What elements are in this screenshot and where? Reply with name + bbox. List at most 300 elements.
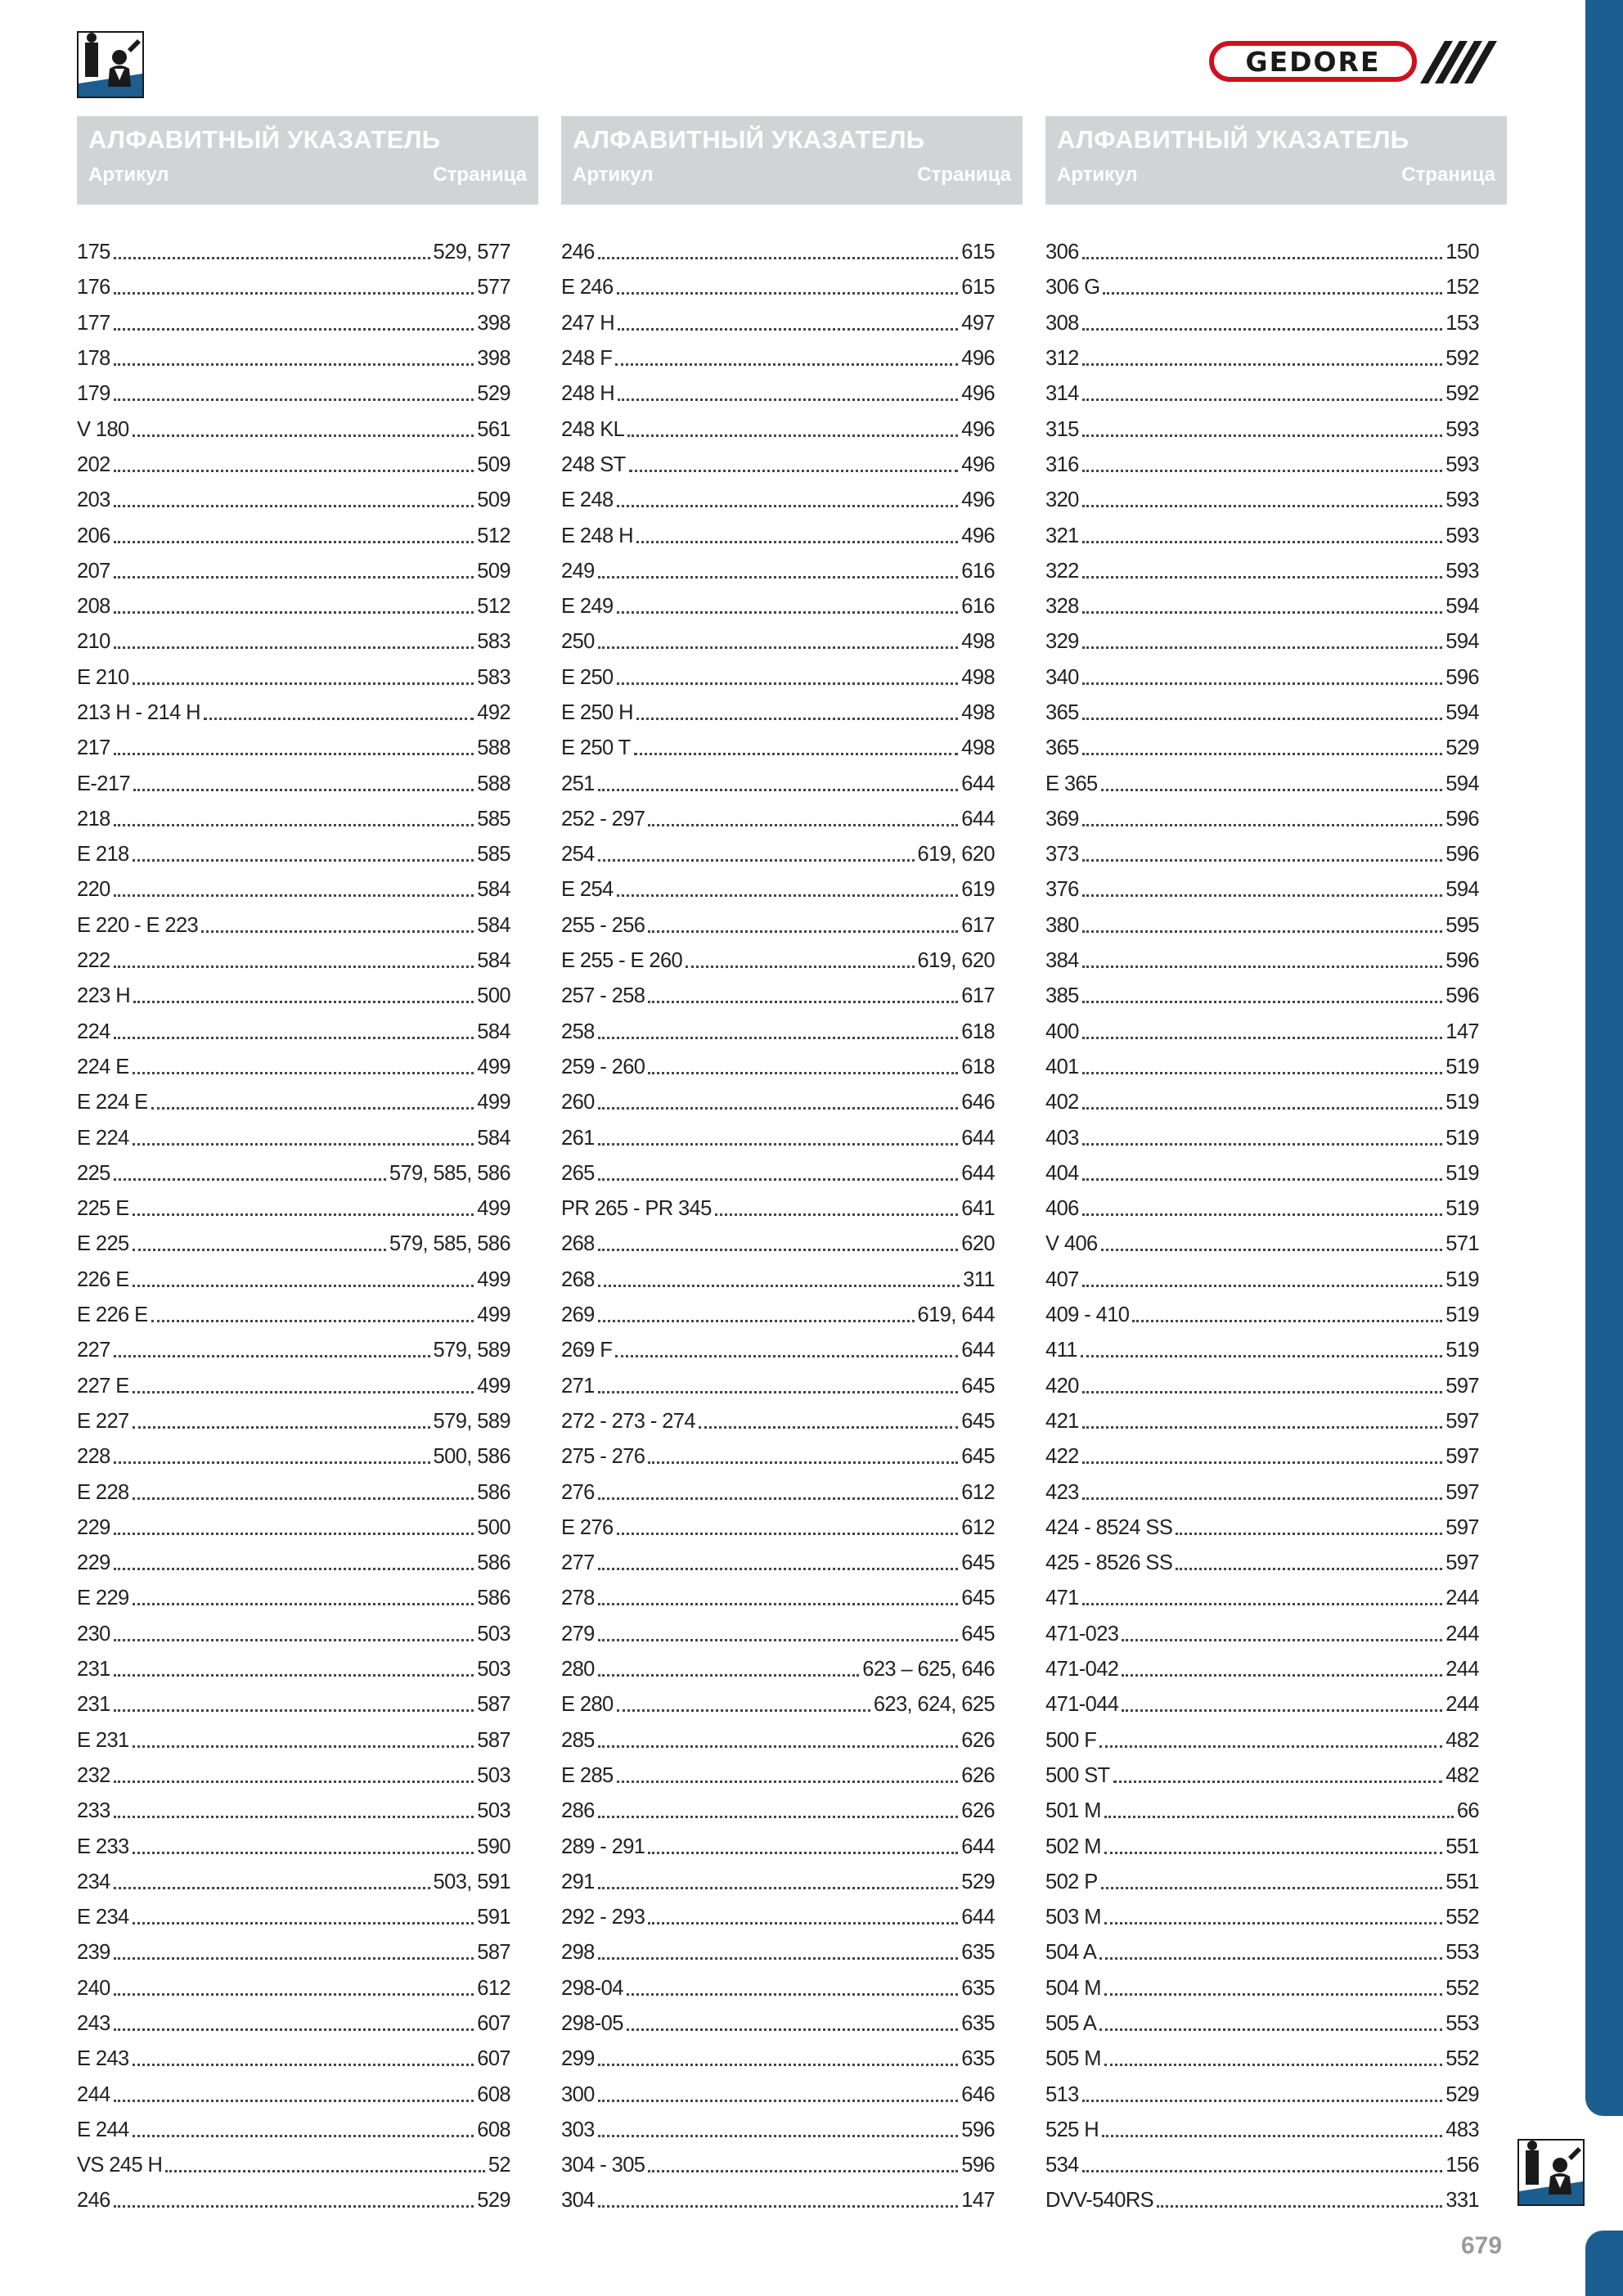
article-number: 384 xyxy=(1045,949,1079,973)
article-number: 176 xyxy=(77,276,110,299)
article-number: E 250 H xyxy=(561,701,633,724)
page-reference: 645 xyxy=(961,1374,995,1398)
dot-leader xyxy=(165,2170,484,2172)
page-reference: 499 xyxy=(477,1303,510,1327)
index-row xyxy=(1045,448,1479,483)
article-number: 269 xyxy=(561,1303,595,1327)
index-row xyxy=(561,554,995,589)
index-row xyxy=(77,1865,510,1900)
page-reference: 561 xyxy=(477,417,510,441)
gedore-logo-text: GEDORE xyxy=(1245,45,1381,78)
article-number: 234 xyxy=(77,1870,110,1893)
page-reference: 594 xyxy=(1445,701,1479,724)
page-reference: 612 xyxy=(477,1976,510,2000)
index-row xyxy=(77,1474,510,1510)
page-reference: 552 xyxy=(1445,1976,1479,2000)
dot-leader xyxy=(627,2028,958,2031)
dot-leader xyxy=(1082,470,1443,472)
dot-leader xyxy=(617,894,959,897)
dot-leader xyxy=(598,789,959,791)
article-number: 244 xyxy=(77,2082,110,2106)
dot-leader xyxy=(114,646,474,649)
article-number: 369 xyxy=(1045,807,1079,831)
column-subheader xyxy=(573,164,1011,187)
sidebar-tab xyxy=(1585,0,1623,2116)
index-row xyxy=(561,908,995,943)
index-row xyxy=(1045,872,1479,907)
dot-leader xyxy=(648,2170,958,2172)
index-row xyxy=(561,376,995,412)
page-reference: 584 xyxy=(477,1126,510,1150)
dot-leader xyxy=(617,505,959,507)
article-number: 501 M xyxy=(1045,1799,1101,1823)
dot-leader xyxy=(1082,718,1443,720)
article-number: 424 - 8524 SS xyxy=(1045,1515,1173,1539)
index-row xyxy=(1045,2042,1479,2077)
dot-leader xyxy=(1103,292,1442,295)
dot-leader xyxy=(1082,1426,1443,1429)
article-number: 258 xyxy=(561,1020,595,1043)
page-reference: 503 xyxy=(477,1799,510,1823)
dot-leader xyxy=(1082,1213,1443,1216)
index-row xyxy=(77,1510,510,1546)
article-number: 316 xyxy=(1045,452,1079,476)
article-number: 275 - 276 xyxy=(561,1445,645,1469)
page-reference: 584 xyxy=(477,1020,510,1043)
page-reference: 519 xyxy=(1445,1197,1479,1221)
dot-leader xyxy=(1082,1391,1443,1393)
dot-leader xyxy=(1101,1887,1443,1889)
index-row xyxy=(77,1617,510,1652)
page-reference: 616 xyxy=(961,559,995,583)
page-reference: 551 xyxy=(1445,1835,1479,1858)
page-reference: 499 xyxy=(477,1374,510,1398)
article-label: Артикул xyxy=(1057,164,1138,186)
index-row xyxy=(1045,2006,1479,2042)
article-number: E 250 xyxy=(561,665,614,689)
page-reference: 551 xyxy=(1445,1870,1479,1893)
index-row xyxy=(1045,1263,1479,1298)
page-reference: 591 xyxy=(477,1906,510,1929)
article-number: 232 xyxy=(77,1763,110,1787)
article-number: E 244 xyxy=(77,2118,129,2141)
page-reference: 519 xyxy=(1445,1091,1479,1114)
page-label: Страница xyxy=(433,164,527,186)
index-row xyxy=(1045,589,1479,624)
dot-leader xyxy=(648,1072,958,1074)
page-reference: 646 xyxy=(961,2082,995,2106)
index-title: АЛФАВИТНЫЙ УКАЗАТЕЛЬ xyxy=(88,125,441,154)
article-number: 404 xyxy=(1045,1161,1079,1185)
index-row xyxy=(1045,1794,1479,1829)
index-row xyxy=(561,1546,995,1581)
page-reference: 583 xyxy=(477,630,510,654)
page-reference: 645 xyxy=(961,1622,995,1645)
dot-leader xyxy=(133,859,474,862)
dot-leader xyxy=(1132,1320,1442,1322)
page-reference: 608 xyxy=(477,2082,510,2106)
dot-leader xyxy=(114,1993,474,1996)
page-reference: 499 xyxy=(477,1055,510,1078)
index-row xyxy=(77,1050,510,1085)
index-row xyxy=(561,1369,995,1404)
index-row xyxy=(1045,483,1479,518)
index-row xyxy=(1045,1722,1479,1758)
dot-leader xyxy=(617,292,959,295)
page-reference: 529 xyxy=(1445,736,1479,760)
index-row xyxy=(1045,943,1479,979)
index-row xyxy=(1045,1015,1479,1050)
page-reference: 592 xyxy=(1445,382,1479,406)
dot-leader xyxy=(1176,1533,1442,1535)
article-number: 254 xyxy=(561,843,595,867)
index-row xyxy=(561,1474,995,1510)
article-number: 268 xyxy=(561,1232,595,1256)
article-number: 315 xyxy=(1045,417,1079,441)
page-reference: 586 xyxy=(477,1480,510,1504)
index-row xyxy=(77,731,510,766)
page-reference: 596 xyxy=(1445,843,1479,867)
dot-leader xyxy=(598,1285,960,1287)
article-number: 227 xyxy=(77,1339,110,1362)
index-row xyxy=(77,1758,510,1794)
page-reference: 597 xyxy=(1445,1445,1479,1469)
page-reference: 147 xyxy=(1445,1020,1479,1043)
dot-leader xyxy=(114,1816,474,1818)
index-row xyxy=(561,1120,995,1155)
page-reference: 594 xyxy=(1445,878,1479,902)
dot-leader xyxy=(1082,1603,1443,1605)
page-reference: 596 xyxy=(1445,807,1479,831)
article-number: 312 xyxy=(1045,347,1079,371)
index-row xyxy=(77,696,510,731)
page-reference: 52 xyxy=(488,2154,510,2177)
article-number: 534 xyxy=(1045,2154,1079,2177)
page-reference: 496 xyxy=(961,382,995,406)
article-number: 314 xyxy=(1045,382,1079,406)
article-number: 340 xyxy=(1045,665,1079,689)
article-number: 513 xyxy=(1045,2082,1079,2106)
page-reference: 612 xyxy=(961,1480,995,1504)
index-row xyxy=(77,2183,510,2218)
dot-leader xyxy=(615,363,958,366)
article-number: 401 xyxy=(1045,1055,1079,1078)
article-number: 299 xyxy=(561,2047,595,2071)
dot-leader xyxy=(1082,541,1443,543)
index-title: АЛФАВИТНЫЙ УКАЗАТЕЛЬ xyxy=(1057,125,1409,154)
index-row xyxy=(77,1298,510,1333)
dot-leader xyxy=(598,1603,959,1605)
page-reference: 597 xyxy=(1445,1409,1479,1433)
article-number: E 229 xyxy=(77,1587,129,1610)
article-number: 220 xyxy=(77,878,110,902)
article-number: E-217 xyxy=(77,772,131,795)
article-number: 304 - 305 xyxy=(561,2154,645,2177)
index-row xyxy=(561,1050,995,1085)
page-reference: 619, 620 xyxy=(917,949,995,973)
index-row xyxy=(1045,1758,1479,1794)
page-reference: 644 xyxy=(961,1906,995,1929)
article-number: E 285 xyxy=(561,1763,614,1787)
index-row xyxy=(77,837,510,872)
article-number: 229 xyxy=(77,1551,110,1575)
article-number: 420 xyxy=(1045,1374,1079,1398)
index-row xyxy=(1045,1333,1479,1368)
index-row xyxy=(561,872,995,907)
article-number: E 233 xyxy=(77,1835,129,1858)
article-number: E 248 xyxy=(561,488,614,512)
page-reference: 512 xyxy=(477,595,510,619)
index-row xyxy=(1045,1085,1479,1120)
article-number: 505 A xyxy=(1045,2011,1097,2035)
dot-leader xyxy=(114,1461,430,1464)
dot-leader xyxy=(114,292,474,295)
page-reference: 587 xyxy=(477,1728,510,1752)
article-number: 276 xyxy=(561,1480,595,1504)
dot-leader xyxy=(1099,1957,1442,1960)
dot-leader xyxy=(133,1603,474,1605)
article-number: 471 xyxy=(1045,1587,1079,1610)
dot-leader xyxy=(629,470,959,472)
article-number: 231 xyxy=(77,1658,110,1681)
dot-leader xyxy=(133,682,474,685)
index-row xyxy=(1045,376,1479,412)
index-row xyxy=(77,1794,510,1829)
dot-leader xyxy=(634,753,959,755)
index-row xyxy=(77,1156,510,1191)
dot-leader xyxy=(1122,1674,1442,1677)
page-reference: 509 xyxy=(477,559,510,583)
article-number: 306 G xyxy=(1045,276,1100,299)
dot-leader xyxy=(133,1852,474,1854)
article-number: E 365 xyxy=(1045,772,1098,795)
dot-leader xyxy=(114,1533,474,1535)
dot-leader xyxy=(114,1037,474,1039)
index-row xyxy=(77,1191,510,1227)
dot-leader xyxy=(1104,1993,1442,1996)
index-row xyxy=(561,2113,995,2148)
article-number: 376 xyxy=(1045,878,1079,902)
dot-leader xyxy=(114,398,474,401)
page-reference: 500 xyxy=(477,1515,510,1539)
index-row xyxy=(1045,306,1479,341)
page-reference: 483 xyxy=(1445,2118,1479,2141)
article-number: 400 xyxy=(1045,1020,1079,1043)
index-row xyxy=(1045,1191,1479,1227)
dot-leader xyxy=(133,1285,474,1287)
article-number: 175 xyxy=(77,241,110,264)
article-number: 500 ST xyxy=(1045,1763,1110,1787)
dot-leader xyxy=(1082,576,1443,579)
dot-leader xyxy=(114,363,474,366)
dot-leader xyxy=(1082,824,1443,826)
article-number: 303 xyxy=(561,2118,595,2141)
page-reference: 579, 589 xyxy=(433,1409,510,1433)
article-number: E 227 xyxy=(77,1409,129,1433)
article-number: 502 P xyxy=(1045,1870,1098,1893)
article-number: 504 M xyxy=(1045,1976,1101,2000)
article-number: 251 xyxy=(561,772,595,795)
index-row xyxy=(1045,1687,1479,1722)
page-reference: 594 xyxy=(1445,630,1479,654)
dot-leader xyxy=(114,966,474,968)
page-reference: 626 xyxy=(961,1728,995,1752)
index-row xyxy=(1045,554,1479,589)
page-reference: 585 xyxy=(477,843,510,867)
page-reference: 496 xyxy=(961,524,995,547)
index-title: АЛФАВИТНЫЙ УКАЗАТЕЛЬ xyxy=(573,125,925,154)
page-reference: 597 xyxy=(1445,1480,1479,1504)
index-row xyxy=(77,1439,510,1474)
index-row xyxy=(77,1722,510,1758)
dot-leader xyxy=(1082,930,1443,933)
dot-leader xyxy=(114,541,474,543)
index-row xyxy=(77,2042,510,2077)
dot-leader xyxy=(133,1213,474,1216)
index-row xyxy=(77,518,510,553)
gedore-logo xyxy=(1206,36,1505,90)
page-reference: 596 xyxy=(961,2154,995,2177)
index-row xyxy=(561,1510,995,1546)
index-row xyxy=(1045,1404,1479,1439)
page-reference: 612 xyxy=(961,1515,995,1539)
article-number: 229 xyxy=(77,1515,110,1539)
page-number: 679 xyxy=(1461,2232,1503,2259)
page-reference: 498 xyxy=(961,736,995,760)
page-reference: 482 xyxy=(1445,1763,1479,1787)
page-label: Страница xyxy=(1401,164,1495,186)
index-row xyxy=(77,306,510,341)
dot-leader xyxy=(627,434,958,437)
article-number: 246 xyxy=(77,2189,110,2213)
article-number: 252 - 297 xyxy=(561,807,645,831)
index-row xyxy=(77,554,510,589)
page-reference: 482 xyxy=(1445,1728,1479,1752)
article-label: Артикул xyxy=(573,164,654,186)
index-row xyxy=(77,908,510,943)
index-row xyxy=(77,235,510,270)
page-reference: 498 xyxy=(961,630,995,654)
article-number: E 228 xyxy=(77,1480,129,1504)
article-number: 308 xyxy=(1045,311,1079,335)
dot-leader xyxy=(114,576,474,579)
page-reference: 398 xyxy=(477,347,510,371)
page-reference: 597 xyxy=(1445,1374,1479,1398)
index-row xyxy=(561,731,995,766)
index-row xyxy=(77,1120,510,1155)
page-reference: 577 xyxy=(477,276,510,299)
dot-leader xyxy=(1104,2064,1442,2066)
dot-leader xyxy=(114,257,430,259)
page-reference: 590 xyxy=(477,1835,510,1858)
index-row xyxy=(561,306,995,341)
article-number: 255 - 256 xyxy=(561,913,645,937)
dot-leader xyxy=(598,1391,959,1393)
index-row xyxy=(561,1617,995,1652)
index-row xyxy=(561,943,995,979)
page-reference: 66 xyxy=(1456,1799,1479,1823)
index-row xyxy=(77,2113,510,2148)
dot-leader xyxy=(114,1639,474,1641)
dot-leader xyxy=(598,1674,859,1677)
index-row xyxy=(77,412,510,447)
article-number: E 243 xyxy=(77,2047,129,2071)
dot-leader xyxy=(598,1957,959,1960)
index-row xyxy=(77,1829,510,1864)
page-reference: 583 xyxy=(477,665,510,689)
dot-leader xyxy=(1082,859,1443,862)
page-reference: 588 xyxy=(477,736,510,760)
dot-leader xyxy=(114,894,474,897)
page-reference: 584 xyxy=(477,913,510,937)
article-number: 278 xyxy=(561,1587,595,1610)
page-reference: 519 xyxy=(1445,1055,1479,1078)
dot-leader xyxy=(598,1107,959,1110)
index-row xyxy=(561,1687,995,1722)
article-number: E 220 - E 223 xyxy=(77,913,199,937)
page-reference: 503 xyxy=(477,1622,510,1645)
page-reference: 607 xyxy=(477,2047,510,2071)
index-column-3 xyxy=(1045,235,1479,2219)
article-number: 504 A xyxy=(1045,1941,1097,1965)
page-reference: 618 xyxy=(961,1055,995,1078)
dot-leader xyxy=(114,611,474,614)
dot-leader xyxy=(598,1887,959,1889)
article-number: 423 xyxy=(1045,1480,1079,1504)
index-row xyxy=(561,1156,995,1191)
dot-leader xyxy=(598,859,915,862)
article-number: 291 xyxy=(561,1870,595,1893)
page-reference: 586 xyxy=(477,1551,510,1575)
page-reference: 509 xyxy=(477,488,510,512)
index-row xyxy=(1045,837,1479,872)
page-reference: 584 xyxy=(477,949,510,973)
index-row xyxy=(561,2006,995,2042)
dot-leader xyxy=(598,576,959,579)
page-reference: 500, 586 xyxy=(433,1445,510,1469)
article-number: E 255 - E 260 xyxy=(561,949,683,973)
dot-leader xyxy=(114,1178,386,1181)
article-number: 223 H xyxy=(77,984,131,1008)
index-row xyxy=(1045,2113,1479,2148)
page-reference: 244 xyxy=(1445,1693,1479,1717)
index-row xyxy=(561,1971,995,2006)
dot-leader xyxy=(114,753,474,755)
page-reference: 152 xyxy=(1445,276,1479,299)
page-reference: 519 xyxy=(1445,1161,1479,1185)
page-reference: 579, 589 xyxy=(433,1339,510,1362)
dot-leader xyxy=(598,2100,959,2102)
dot-leader xyxy=(133,1426,430,1429)
dot-leader xyxy=(598,646,959,649)
dot-leader xyxy=(133,1922,474,1925)
page-reference: 615 xyxy=(961,241,995,264)
page-reference: 579, 585, 586 xyxy=(389,1161,510,1185)
index-row xyxy=(561,1191,995,1227)
index-row xyxy=(1045,1581,1479,1616)
article-number: 289 - 291 xyxy=(561,1835,645,1858)
index-column-1 xyxy=(77,235,510,2219)
article-number: E 231 xyxy=(77,1728,129,1752)
index-row xyxy=(77,1227,510,1262)
dot-leader xyxy=(133,1072,474,1074)
index-row xyxy=(1045,2077,1479,2112)
index-row xyxy=(1045,979,1479,1014)
index-row xyxy=(1045,1865,1479,1900)
article-number: 179 xyxy=(77,382,110,406)
index-row xyxy=(77,872,510,907)
page-reference: 499 xyxy=(477,1267,510,1291)
